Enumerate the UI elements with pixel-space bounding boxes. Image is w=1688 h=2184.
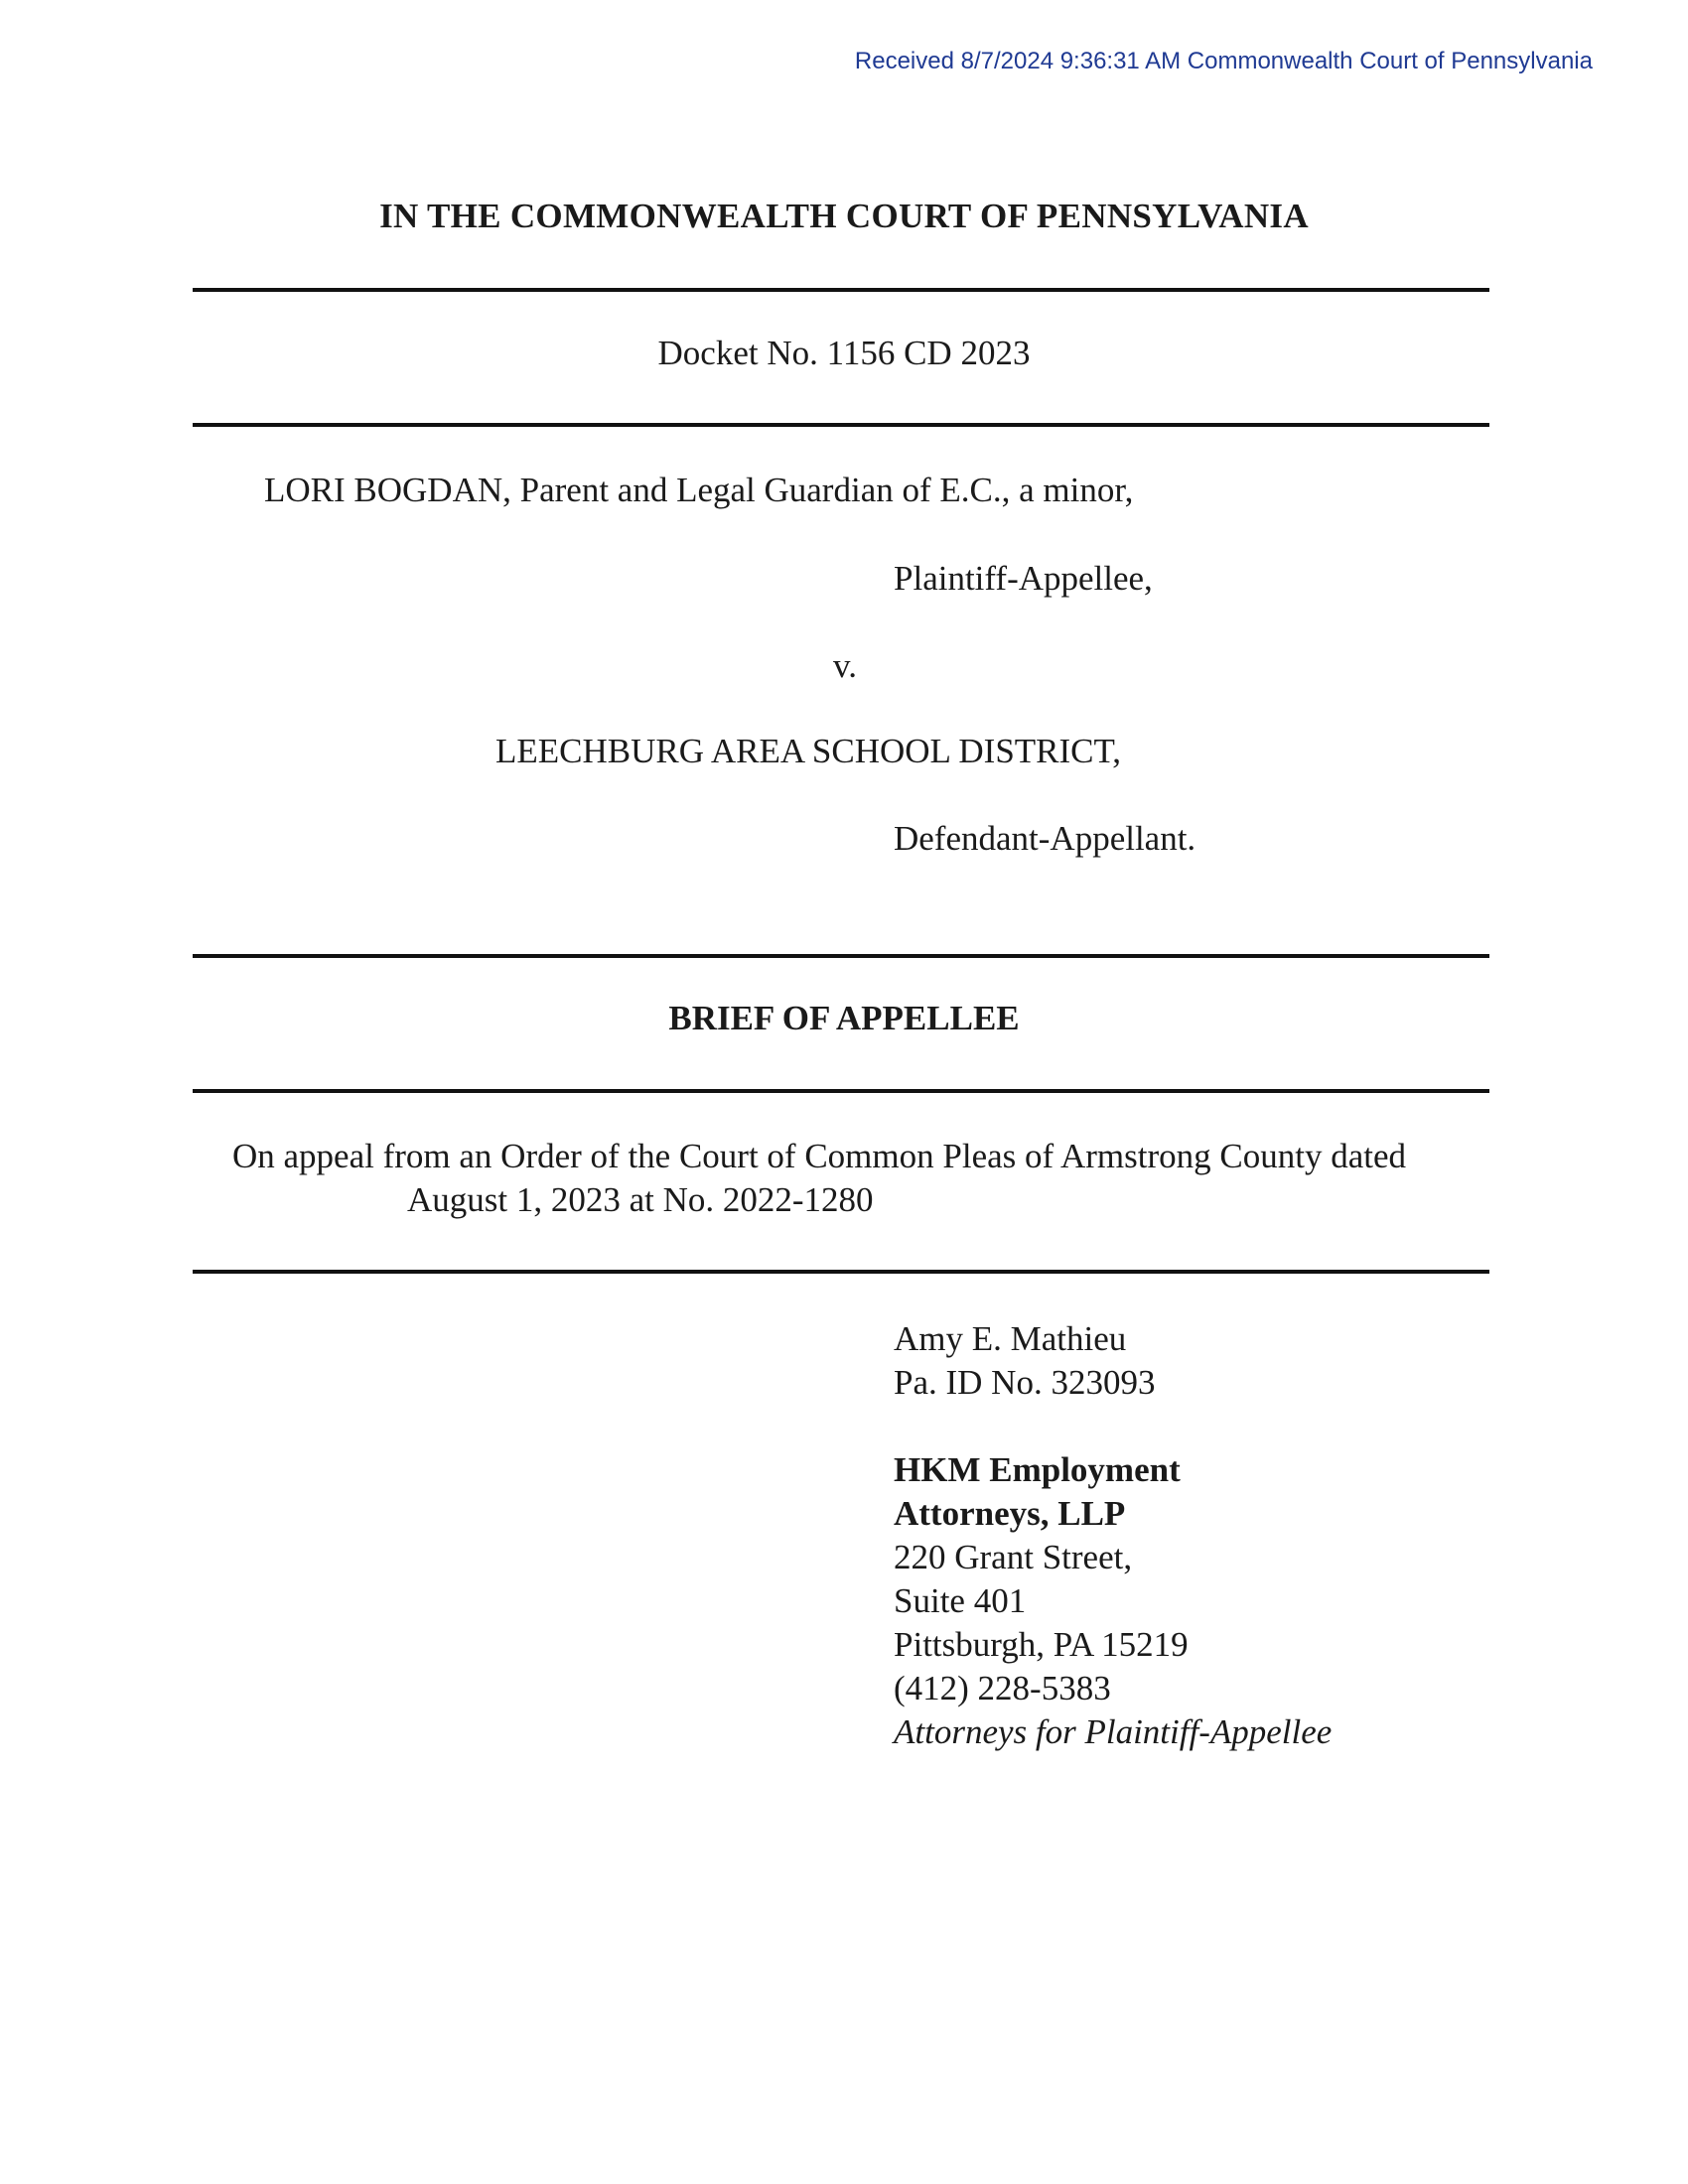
- plaintiff-name: LORI BOGDAN, Parent and Legal Guardian of E.C., a minor,: [264, 471, 1134, 509]
- docket-number: Docket No. 1156 CD 2023: [657, 334, 1031, 372]
- versus: v.: [833, 646, 857, 685]
- attorney-name: Amy E. Mathieu: [894, 1319, 1127, 1358]
- filing-stamp: Received 8/7/2024 9:36:31 AM Commonwealth Court of Pennsylvania: [854, 48, 1593, 74]
- firm-phone: (412) 228-5383: [894, 1669, 1111, 1707]
- firm-name-line-1: HKM Employment: [894, 1450, 1181, 1489]
- appeal-statement-line-1: On appeal from an Order of the Court of Common Pleas of Armstrong County dated: [232, 1137, 1407, 1175]
- counsel-role: Attorneys for Plaintiff-Appellee: [894, 1712, 1333, 1751]
- divider-rule: [193, 954, 1489, 958]
- plaintiff-role: Plaintiff-Appellee,: [894, 559, 1153, 598]
- defendant-name: LEECHBURG AREA SCHOOL DISTRICT,: [495, 732, 1122, 770]
- attorney-bar-id: Pa. ID No. 323093: [894, 1363, 1156, 1402]
- counsel-spacer: [894, 1405, 1332, 1448]
- divider-rule: [193, 1089, 1489, 1093]
- divider-rule: [193, 423, 1489, 427]
- firm-address-street: 220 Grant Street,: [894, 1538, 1133, 1576]
- court-heading: IN THE COMMONWEALTH COURT OF PENNSYLVANIA: [379, 197, 1309, 235]
- counsel-block: [894, 1317, 1332, 1754]
- firm-address-city: Pittsburgh, PA 15219: [894, 1625, 1189, 1664]
- firm-address-suite: Suite 401: [894, 1581, 1027, 1620]
- divider-rule: [193, 1270, 1489, 1274]
- document-title: BRIEF OF APPELLEE: [668, 999, 1020, 1037]
- appeal-statement-line-2: August 1, 2023 at No. 2022-1280: [407, 1180, 874, 1219]
- defendant-role: Defendant-Appellant.: [894, 819, 1196, 858]
- divider-rule: [193, 288, 1489, 292]
- firm-name-line-2: Attorneys, LLP: [894, 1494, 1126, 1533]
